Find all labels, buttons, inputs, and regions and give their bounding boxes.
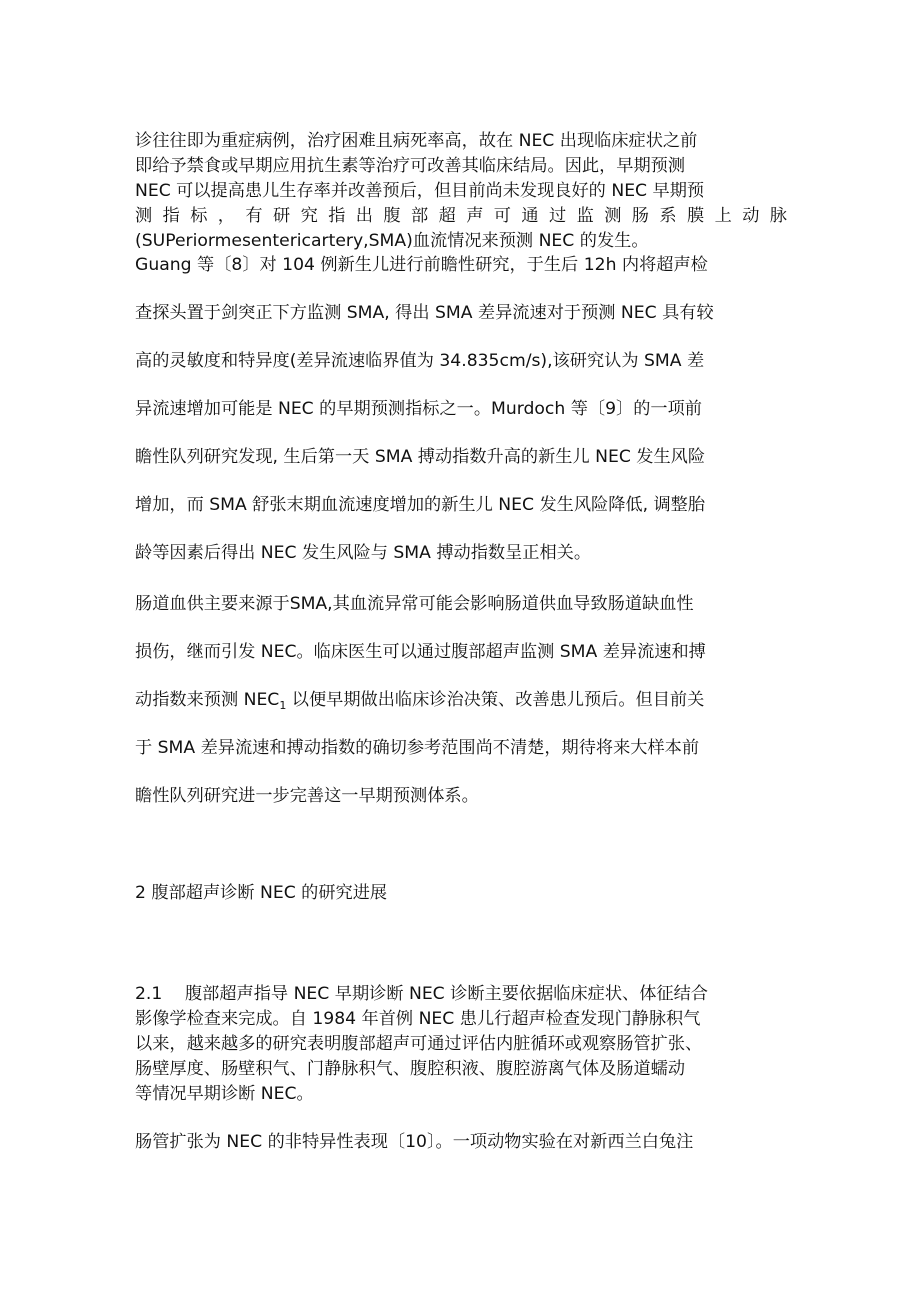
text-line: Guang 等〔8〕对 104 例新生儿进行前瞻性研究，于生后 12h 内将超声检: [135, 255, 708, 275]
subsection-2-1: [135, 982, 787, 1107]
text-line: 肠壁厚度、肠壁积气、门静脉积气、腹腔积液、腹腔游离气体及肠道蠕动: [135, 1059, 686, 1079]
subscript: 1: [279, 699, 287, 712]
text-line: NEC 可以提高患儿生存率并改善预后，但目前尚未发现良好的 NEC 早期预: [135, 181, 705, 201]
text-line: 测指标，有研究指出腹部超声可通过监测肠系膜上动脉: [135, 206, 787, 226]
text-line: 损伤，继而引发 NEC。临床医生可以通过腹部超声监测 SMA 差异流速和搏: [135, 642, 706, 662]
text-line: 即给予禁食或早期应用抗生素等治疗可改善其临床结局。因此，早期预测: [135, 156, 686, 176]
text-line: 瞻性队列研究发现, 生后第一天 SMA 搏动指数升高的新生儿 NEC 发生风险: [135, 447, 706, 467]
last-paragraph: [135, 1130, 787, 1155]
text-line: 以来，越来越多的研究表明腹部超声可通过评估内脏循环或观察肠管扩张、: [135, 1034, 703, 1054]
section-heading: [135, 881, 787, 906]
text-line: 等情况早期诊断 NEC。: [135, 1084, 314, 1104]
text-segment: 动指数来预测 NEC: [135, 690, 280, 710]
text-line: [135, 676, 787, 724]
text-line: 增加，而 SMA 舒张末期血流速度增加的新生儿 NEC 发生风险降低, 调整胎: [135, 495, 706, 515]
text-line: 肠管扩张为 NEC 的非特异性表现〔10〕。一项动物实验在对新西兰白兔注: [135, 1132, 694, 1152]
heading-text: 2 腹部超声诊断 NEC 的研究进展: [135, 883, 388, 903]
text-line: 诊往往即为重症病例，治疗困难且病死率高，故在 NEC 出现临床症状之前: [135, 131, 698, 151]
text-line: 于 SMA 差异流速和搏动指数的确切参考范围尚不清楚，期待将来大样本前: [135, 738, 700, 758]
paragraph-1: [135, 129, 787, 254]
text-line: 异流速增加可能是 NEC 的早期预测指标之一。Murdoch 等〔9〕的一项前: [135, 399, 702, 419]
text-line: 瞻性队列研究进一步完善这一早期预测体系。: [135, 786, 479, 806]
paragraph-2: [135, 241, 787, 577]
text-line: (SUPeriormesentericartery,SMA)血流情况来预测 NEC 的发生。: [135, 231, 649, 251]
text-segment: 以便早期做出临床诊治决策、改善患儿预后。但目前关: [286, 690, 705, 710]
text-line: 查探头置于剑突正下方监测 SMA, 得出 SMA 差异流速对于预测 NEC 具有较: [135, 303, 714, 323]
paragraph-3: [135, 580, 787, 820]
text-line: 肠道血供主要来源于SMA,其血流异常可能会影响肠道供血导致肠道缺血性: [135, 594, 694, 614]
text-line: 影像学检查来完成。自 1984 年首例 NEC 患儿行超声检查发现门静脉积气: [135, 1009, 701, 1029]
text-line: 龄等因素后得出 NEC 发生风险与 SMA 搏动指数呈正相关。: [135, 543, 592, 563]
text-line: 2.1 腹部超声指导 NEC 早期诊断 NEC 诊断主要依据临床症状、体征结合: [135, 984, 708, 1004]
text-line: 高的灵敏度和特异度(差异流速临界值为 34.835cm∕s),该研究认为 SMA 差: [135, 351, 705, 371]
